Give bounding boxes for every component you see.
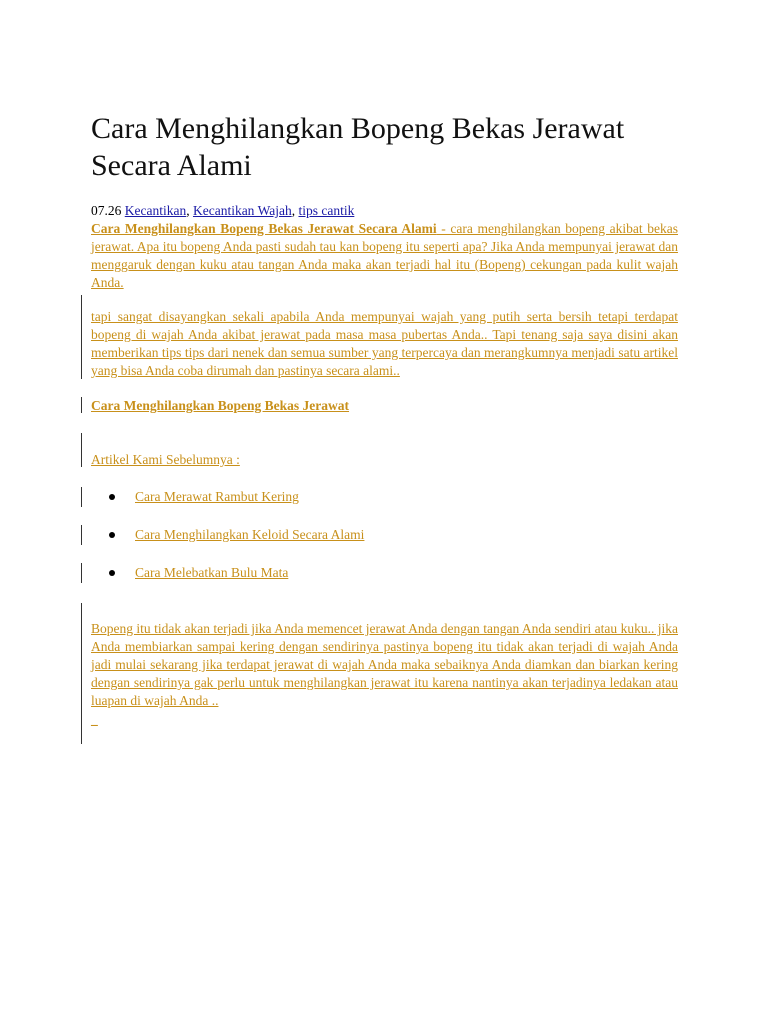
- section-heading[interactable]: Cara Menghilangkan Bopeng Bekas Jerawat: [91, 398, 350, 413]
- bullet-icon: [109, 494, 115, 500]
- post-time: 07.26: [91, 203, 122, 218]
- category-link[interactable]: Kecantikan Wajah: [192, 203, 292, 218]
- bullet-icon: [109, 570, 115, 576]
- change-bar: [81, 397, 82, 413]
- change-bar: [81, 525, 82, 545]
- paragraph-lead: Cara Menghilangkan Bopeng Bekas Jerawat Secara Alami: [91, 221, 437, 236]
- change-bar: [81, 433, 82, 467]
- bullet-icon: [109, 532, 115, 538]
- post-meta: 07.26 Kecantikan, Kecantikan Wajah, tips cantik: [91, 203, 355, 218]
- category-link[interactable]: Kecantikan: [124, 203, 187, 218]
- change-bar: [81, 295, 82, 379]
- change-bar: [81, 563, 82, 583]
- paragraph-intro[interactable]: [91, 220, 678, 292]
- category-link[interactable]: tips cantik: [298, 203, 355, 218]
- paragraph-second[interactable]: tapi sangat disayangkan sekali apabila Anda mempunyai wajah yang putih serta bersih tetapi terdapat bopeng di wajah Anda akibat jerawat pada masa masa pubertas Anda.. Tapi tenang saja saya disini akan memberikan tips tips dari nenek dan semua sumber yang terpercaya dan merangkumnya menjadi satu artikel yang bisa Anda coba dirumah dan pastinya secara alami..: [91, 309, 678, 378]
- trailing-mark: _: [91, 712, 98, 727]
- list-item[interactable]: Cara Melebatkan Bulu Mata: [109, 565, 288, 581]
- change-bar: [81, 603, 82, 744]
- paragraph-body: - cara menghilangkan bopeng akibat bekas jerawat. Apa itu bopeng Anda pasti sudah tau kan bopeng itu seperti apa? Jika Anda mempunyai jerawat dan menggaruk dengan kuku atau tangan Anda maka akan terjadi hal itu (Bopeng) cekungan pada kulit wajah Anda.: [91, 221, 678, 290]
- paragraph-third[interactable]: Bopeng itu tidak akan terjadi jika Anda memencet jerawat Anda dengan tangan Anda sendiri atau kuku.. jika Anda membiarkan sampai kering dengan sendirinya pastinya bopeng itu tidak akan terjadi di wajah Anda jadi mulai sekarang jika terdapat jerawat di wajah Anda maka sebaiknya Anda diamkan dan biarkan kering dengan sendirinya gak perlu untuk menghilangkan jerawat itu karena nantinya akan terjadinya ledakan atau luapan di wajah Anda ..: [91, 621, 678, 708]
- list-item[interactable]: Cara Menghilangkan Keloid Secara Alami: [109, 527, 364, 543]
- change-bar: [81, 487, 82, 507]
- page-title: Cara Menghilangkan Bopeng Bekas Jerawat Secara Alami: [91, 112, 625, 182]
- list-item[interactable]: Cara Merawat Rambut Kering: [109, 489, 299, 505]
- related-intro[interactable]: Artikel Kami Sebelumnya :: [91, 452, 240, 467]
